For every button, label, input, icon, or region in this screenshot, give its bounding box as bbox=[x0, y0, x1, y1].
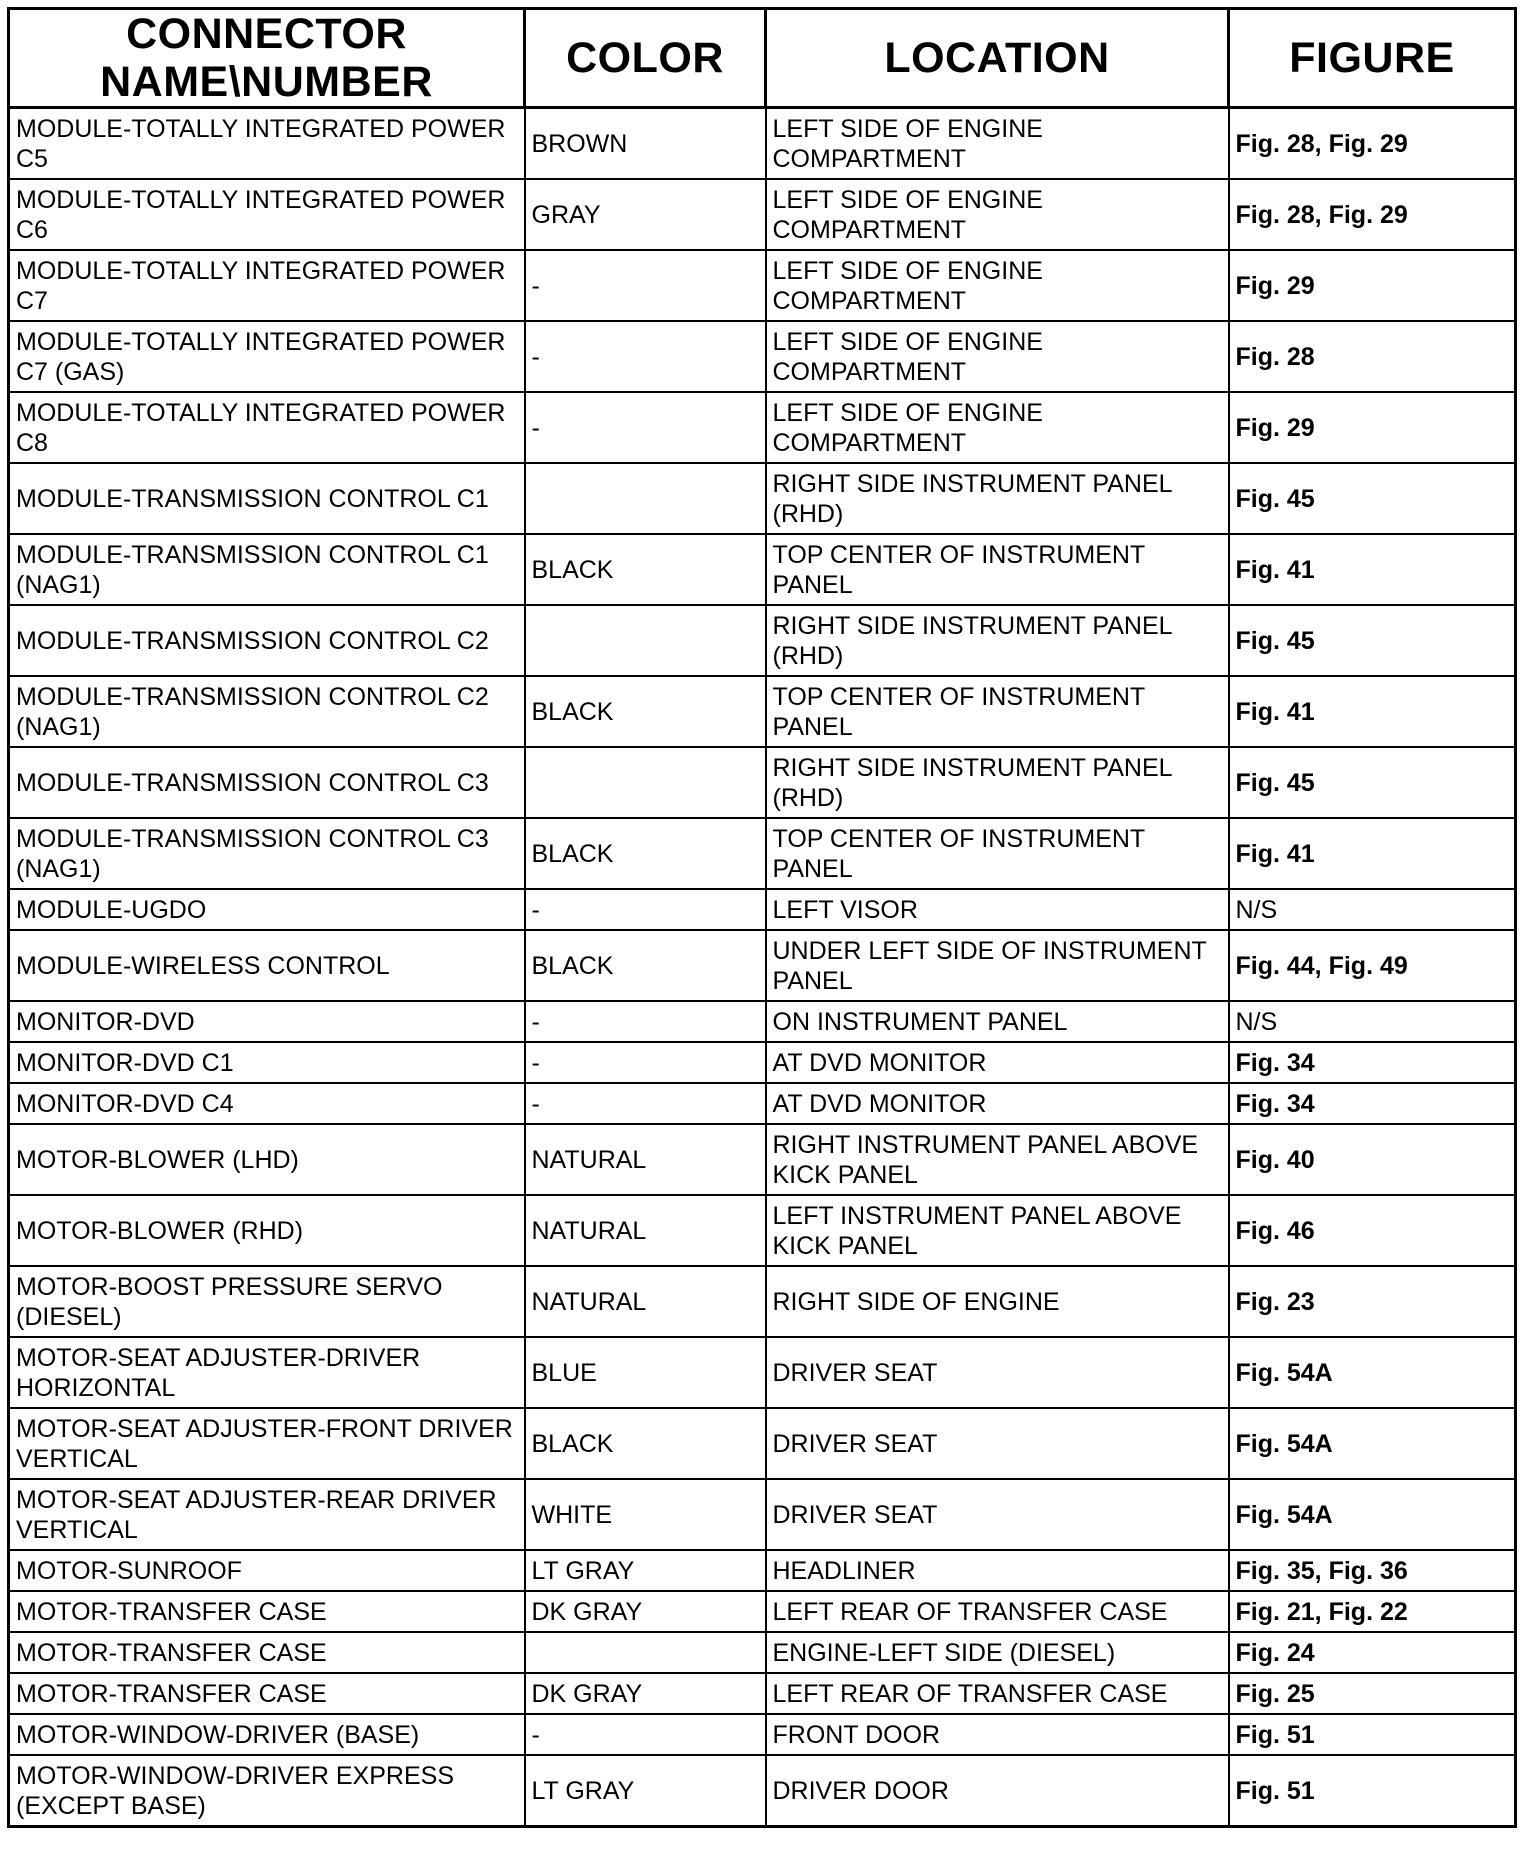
location-cell: AT DVD MONITOR bbox=[766, 1042, 1229, 1083]
table-row bbox=[9, 108, 1516, 180]
header-row bbox=[9, 9, 1516, 108]
color-cell: - bbox=[525, 392, 766, 463]
color-cell: GRAY bbox=[525, 179, 766, 250]
figure-cell: Fig. 24 bbox=[1229, 1632, 1516, 1673]
header-figure: FIGURE bbox=[1229, 9, 1516, 108]
location-cell: RIGHT INSTRUMENT PANEL ABOVE KICK PANEL bbox=[766, 1124, 1229, 1195]
table-row bbox=[9, 179, 1516, 250]
color-cell: - bbox=[525, 321, 766, 392]
location-cell: DRIVER SEAT bbox=[766, 1408, 1229, 1479]
table-row bbox=[9, 250, 1516, 321]
color-cell: DK GRAY bbox=[525, 1591, 766, 1632]
figure-cell: Fig. 25 bbox=[1229, 1673, 1516, 1714]
connector-name-cell: MOTOR-SEAT ADJUSTER-FRONT DRIVER VERTICAL bbox=[9, 1408, 525, 1479]
color-cell: - bbox=[525, 1001, 766, 1042]
connector-name-cell: MONITOR-DVD bbox=[9, 1001, 525, 1042]
color-cell: - bbox=[525, 1042, 766, 1083]
connector-name-cell: MODULE-TRANSMISSION CONTROL C1 (NAG1) bbox=[9, 534, 525, 605]
figure-cell: Fig. 54A bbox=[1229, 1337, 1516, 1408]
table-row bbox=[9, 1479, 1516, 1550]
table-row bbox=[9, 1337, 1516, 1408]
figure-cell: Fig. 23 bbox=[1229, 1266, 1516, 1337]
table-row bbox=[9, 747, 1516, 818]
figure-cell: Fig. 51 bbox=[1229, 1755, 1516, 1827]
connector-table-container bbox=[7, 7, 1514, 1828]
table-row bbox=[9, 1755, 1516, 1827]
table-header bbox=[9, 9, 1516, 108]
color-cell: BLACK bbox=[525, 930, 766, 1001]
figure-cell: Fig. 40 bbox=[1229, 1124, 1516, 1195]
color-cell bbox=[525, 605, 766, 676]
location-cell: LEFT SIDE OF ENGINE COMPARTMENT bbox=[766, 179, 1229, 250]
color-cell: - bbox=[525, 1714, 766, 1755]
connector-name-cell: MOTOR-TRANSFER CASE bbox=[9, 1632, 525, 1673]
figure-cell: Fig. 46 bbox=[1229, 1195, 1516, 1266]
color-cell: BLUE bbox=[525, 1337, 766, 1408]
location-cell: RIGHT SIDE INSTRUMENT PANEL (RHD) bbox=[766, 605, 1229, 676]
connector-name-cell: MOTOR-BLOWER (RHD) bbox=[9, 1195, 525, 1266]
connector-name-cell: MODULE-TRANSMISSION CONTROL C3 (NAG1) bbox=[9, 818, 525, 889]
color-cell: BROWN bbox=[525, 108, 766, 180]
connector-name-cell: MOTOR-SUNROOF bbox=[9, 1550, 525, 1591]
connector-name-cell: MODULE-TRANSMISSION CONTROL C1 bbox=[9, 463, 525, 534]
figure-cell: Fig. 54A bbox=[1229, 1408, 1516, 1479]
figure-cell: Fig. 45 bbox=[1229, 747, 1516, 818]
figure-cell: Fig. 28 bbox=[1229, 321, 1516, 392]
connector-name-cell: MOTOR-WINDOW-DRIVER EXPRESS (EXCEPT BASE) bbox=[9, 1755, 525, 1827]
table-row bbox=[9, 1266, 1516, 1337]
header-color: COLOR bbox=[525, 9, 766, 108]
color-cell: WHITE bbox=[525, 1479, 766, 1550]
connector-name-cell: MOTOR-TRANSFER CASE bbox=[9, 1673, 525, 1714]
location-cell: TOP CENTER OF INSTRUMENT PANEL bbox=[766, 534, 1229, 605]
figure-cell: Fig. 28, Fig. 29 bbox=[1229, 179, 1516, 250]
location-cell: LEFT VISOR bbox=[766, 889, 1229, 930]
table-row bbox=[9, 1591, 1516, 1632]
location-cell: LEFT INSTRUMENT PANEL ABOVE KICK PANEL bbox=[766, 1195, 1229, 1266]
figure-cell: Fig. 45 bbox=[1229, 463, 1516, 534]
color-cell: - bbox=[525, 1083, 766, 1124]
connector-name-cell: MODULE-TOTALLY INTEGRATED POWER C6 bbox=[9, 179, 525, 250]
location-cell: TOP CENTER OF INSTRUMENT PANEL bbox=[766, 818, 1229, 889]
connector-table bbox=[7, 7, 1517, 1828]
location-cell: ENGINE-LEFT SIDE (DIESEL) bbox=[766, 1632, 1229, 1673]
connector-name-cell: MODULE-TOTALLY INTEGRATED POWER C5 bbox=[9, 108, 525, 180]
location-cell: ON INSTRUMENT PANEL bbox=[766, 1001, 1229, 1042]
table-row bbox=[9, 1632, 1516, 1673]
location-cell: DRIVER SEAT bbox=[766, 1479, 1229, 1550]
connector-name-cell: MODULE-TRANSMISSION CONTROL C2 (NAG1) bbox=[9, 676, 525, 747]
color-cell bbox=[525, 463, 766, 534]
header-location: LOCATION bbox=[766, 9, 1229, 108]
location-cell: RIGHT SIDE INSTRUMENT PANEL (RHD) bbox=[766, 463, 1229, 534]
figure-cell: Fig. 45 bbox=[1229, 605, 1516, 676]
table-row bbox=[9, 392, 1516, 463]
figure-cell: Fig. 34 bbox=[1229, 1083, 1516, 1124]
table-row bbox=[9, 1714, 1516, 1755]
location-cell: LEFT REAR OF TRANSFER CASE bbox=[766, 1591, 1229, 1632]
color-cell: BLACK bbox=[525, 1408, 766, 1479]
color-cell bbox=[525, 1632, 766, 1673]
table-row bbox=[9, 605, 1516, 676]
header-connector-name: CONNECTOR NAME\NUMBER bbox=[9, 9, 525, 108]
connector-name-cell: MOTOR-BOOST PRESSURE SERVO (DIESEL) bbox=[9, 1266, 525, 1337]
location-cell: AT DVD MONITOR bbox=[766, 1083, 1229, 1124]
location-cell: DRIVER DOOR bbox=[766, 1755, 1229, 1827]
table-row bbox=[9, 1042, 1516, 1083]
figure-cell: Fig. 28, Fig. 29 bbox=[1229, 108, 1516, 180]
table-row bbox=[9, 889, 1516, 930]
location-cell: FRONT DOOR bbox=[766, 1714, 1229, 1755]
color-cell bbox=[525, 747, 766, 818]
location-cell: TOP CENTER OF INSTRUMENT PANEL bbox=[766, 676, 1229, 747]
location-cell: HEADLINER bbox=[766, 1550, 1229, 1591]
color-cell: NATURAL bbox=[525, 1124, 766, 1195]
connector-name-cell: MODULE-TOTALLY INTEGRATED POWER C8 bbox=[9, 392, 525, 463]
connector-name-cell: MONITOR-DVD C1 bbox=[9, 1042, 525, 1083]
color-cell: LT GRAY bbox=[525, 1550, 766, 1591]
table-row bbox=[9, 1408, 1516, 1479]
connector-name-cell: MODULE-TOTALLY INTEGRATED POWER C7 bbox=[9, 250, 525, 321]
figure-cell: Fig. 54A bbox=[1229, 1479, 1516, 1550]
color-cell: BLACK bbox=[525, 534, 766, 605]
figure-cell: Fig. 41 bbox=[1229, 676, 1516, 747]
table-row bbox=[9, 818, 1516, 889]
color-cell: DK GRAY bbox=[525, 1673, 766, 1714]
figure-cell: Fig. 41 bbox=[1229, 818, 1516, 889]
figure-cell: Fig. 41 bbox=[1229, 534, 1516, 605]
figure-cell: Fig. 34 bbox=[1229, 1042, 1516, 1083]
table-row bbox=[9, 1550, 1516, 1591]
table-row bbox=[9, 1001, 1516, 1042]
figure-cell: N/S bbox=[1229, 889, 1516, 930]
table-row bbox=[9, 676, 1516, 747]
connector-name-cell: MOTOR-WINDOW-DRIVER (BASE) bbox=[9, 1714, 525, 1755]
connector-name-cell: MOTOR-BLOWER (LHD) bbox=[9, 1124, 525, 1195]
table-row bbox=[9, 1083, 1516, 1124]
location-cell: LEFT SIDE OF ENGINE COMPARTMENT bbox=[766, 250, 1229, 321]
color-cell: - bbox=[525, 889, 766, 930]
connector-name-cell: MODULE-TRANSMISSION CONTROL C2 bbox=[9, 605, 525, 676]
location-cell: RIGHT SIDE INSTRUMENT PANEL (RHD) bbox=[766, 747, 1229, 818]
location-cell: DRIVER SEAT bbox=[766, 1337, 1229, 1408]
table-row bbox=[9, 1673, 1516, 1714]
color-cell: - bbox=[525, 250, 766, 321]
table-row bbox=[9, 1124, 1516, 1195]
location-cell: LEFT SIDE OF ENGINE COMPARTMENT bbox=[766, 392, 1229, 463]
connector-name-cell: MOTOR-SEAT ADJUSTER-REAR DRIVER VERTICAL bbox=[9, 1479, 525, 1550]
figure-cell: Fig. 35, Fig. 36 bbox=[1229, 1550, 1516, 1591]
location-cell: RIGHT SIDE OF ENGINE bbox=[766, 1266, 1229, 1337]
connector-name-cell: MOTOR-TRANSFER CASE bbox=[9, 1591, 525, 1632]
table-row bbox=[9, 534, 1516, 605]
connector-name-cell: MONITOR-DVD C4 bbox=[9, 1083, 525, 1124]
color-cell: BLACK bbox=[525, 676, 766, 747]
figure-cell: Fig. 44, Fig. 49 bbox=[1229, 930, 1516, 1001]
table-row bbox=[9, 930, 1516, 1001]
connector-name-cell: MODULE-UGDO bbox=[9, 889, 525, 930]
location-cell: LEFT SIDE OF ENGINE COMPARTMENT bbox=[766, 321, 1229, 392]
location-cell: LEFT REAR OF TRANSFER CASE bbox=[766, 1673, 1229, 1714]
location-cell: LEFT SIDE OF ENGINE COMPARTMENT bbox=[766, 108, 1229, 180]
figure-cell: Fig. 29 bbox=[1229, 392, 1516, 463]
connector-name-cell: MODULE-TRANSMISSION CONTROL C3 bbox=[9, 747, 525, 818]
table-row bbox=[9, 1195, 1516, 1266]
table-body bbox=[9, 108, 1516, 1827]
connector-name-cell: MOTOR-SEAT ADJUSTER-DRIVER HORIZONTAL bbox=[9, 1337, 525, 1408]
figure-cell: N/S bbox=[1229, 1001, 1516, 1042]
figure-cell: Fig. 29 bbox=[1229, 250, 1516, 321]
connector-name-cell: MODULE-WIRELESS CONTROL bbox=[9, 930, 525, 1001]
color-cell: NATURAL bbox=[525, 1195, 766, 1266]
table-row bbox=[9, 463, 1516, 534]
figure-cell: Fig. 51 bbox=[1229, 1714, 1516, 1755]
color-cell: BLACK bbox=[525, 818, 766, 889]
connector-name-cell: MODULE-TOTALLY INTEGRATED POWER C7 (GAS) bbox=[9, 321, 525, 392]
table-row bbox=[9, 321, 1516, 392]
color-cell: LT GRAY bbox=[525, 1755, 766, 1827]
figure-cell: Fig. 21, Fig. 22 bbox=[1229, 1591, 1516, 1632]
location-cell: UNDER LEFT SIDE OF INSTRUMENT PANEL bbox=[766, 930, 1229, 1001]
color-cell: NATURAL bbox=[525, 1266, 766, 1337]
